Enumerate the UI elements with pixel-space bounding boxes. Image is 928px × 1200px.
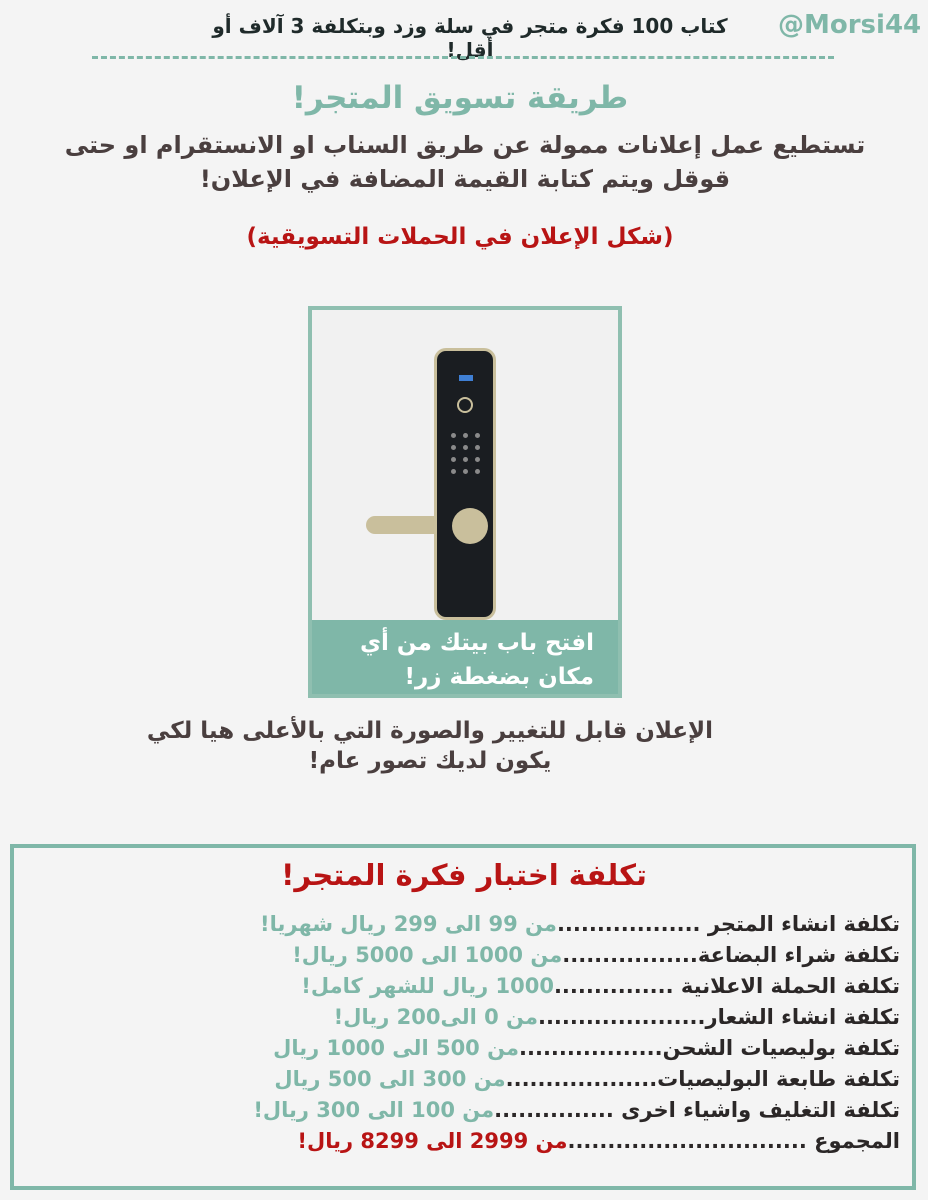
book-title: كتاب 100 فكرة متجر في سلة وزد وبتكلفة 3 آلاف أو أقل! [212,14,728,62]
cost-label: تكلفة انشاء الشعار..................... [537,1005,900,1029]
dashed-divider [92,56,834,59]
ad-banner-line-1: افتح باب بيتك من أي [359,630,594,656]
cost-row [34,1005,900,1036]
handle-knob [452,508,488,544]
cost-list [34,912,900,1160]
ad-banner [312,620,618,698]
cost-value: من 100 الى 300 ريال! [253,1098,495,1122]
ad-banner-line-2: مكان بضغطة زر! [404,664,594,690]
cost-value: من 300 الى 500 ريال [274,1067,506,1091]
fingerprint-sensor-icon [457,397,473,413]
lock-keypad [451,433,483,477]
marketing-intro [40,128,890,196]
cost-total-label: المجموع .............................. [567,1129,900,1153]
cost-label: تكلفة انشاء المتجر .................. [556,912,900,936]
cost-total-value: من 2999 الى 8299 ريال! [297,1129,568,1153]
cost-title: تكلفة اختبار فكرة المتجر! [281,858,647,892]
cost-row [34,912,900,943]
ad-caption: (شكل الإعلان في الحملات التسويقية) [246,224,674,250]
cost-row [34,943,900,974]
cost-row [34,1098,900,1129]
intro-line-1: تستطيع عمل إعلانات ممولة عن طريق السناب او الانستقرام او حتى [64,131,866,159]
intro-line-2: قوقل ويتم كتابة القيمة المضافة في الإعلان! [199,165,731,193]
cost-box [10,844,916,1190]
ad-note [120,716,740,776]
cost-value: من 99 الى 299 ريال شهريا! [260,912,557,936]
marketing-heading: طريقة تسويق المتجر! [291,80,629,116]
cost-row [34,1067,900,1098]
ad-note-line-1: الإعلان قابل للتغيير والصورة التي بالأعلى هيا لكي [146,718,714,744]
ad-note-line-2: يكون لديك تصور عام! [308,748,552,774]
ad-mockup [308,306,622,698]
cost-value: من 500 الى 1000 ريال [273,1036,520,1060]
cost-label: تكلفة بوليصيات الشحن.................. [519,1036,900,1060]
cost-label: تكلفة شراء البضاعة................. [562,943,900,967]
lock-display [459,375,473,381]
cost-row [34,974,900,1005]
cost-value: من 1000 الى 5000 ريال! [292,943,563,967]
cost-label: تكلفة الحملة الاعلانية ............... [553,974,900,998]
cost-total-row [34,1129,900,1160]
cost-row [34,1036,900,1067]
smart-lock-image [434,348,496,620]
cost-value: 1000 ريال للشهر كامل! [301,974,554,998]
cost-label: تكلفة التغليف واشياء اخرى ............... [494,1098,900,1122]
author-handle: @Morsi44 [778,10,922,40]
cost-value: من 0 الى200 ريال! [333,1005,538,1029]
cost-label: تكلفة طابعة البوليصيات................... [505,1067,900,1091]
